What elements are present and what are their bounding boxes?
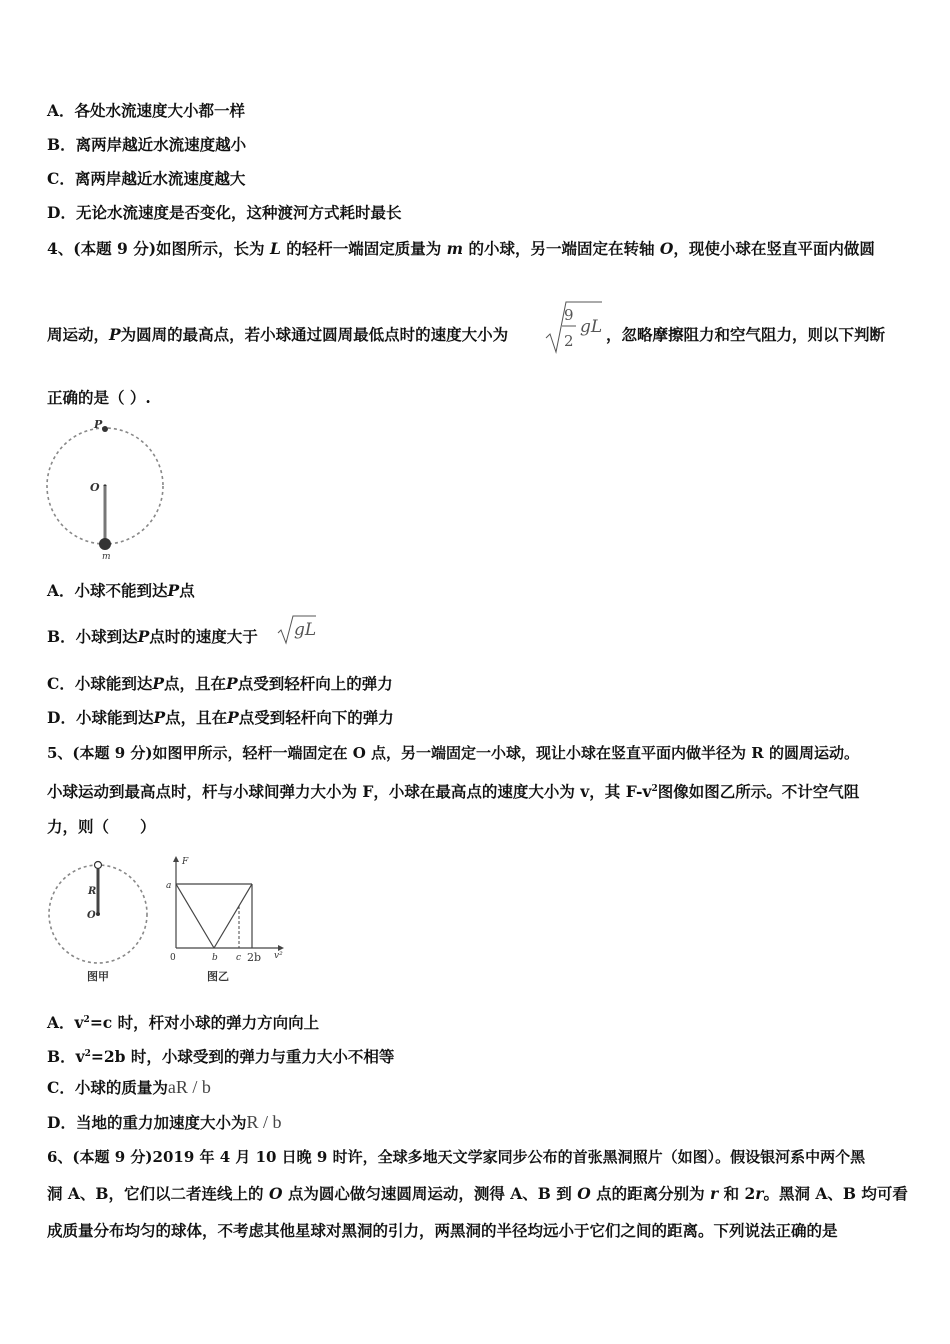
q4-stem-line1: 4、(本题 9 分)如图所示，长为 L 的轻杆一端固定质量为 m 的小球，另一端固定在转轴 O，现使小球在竖直平面内做圆 bbox=[47, 239, 875, 258]
label-v2: v² bbox=[274, 951, 283, 961]
label-o: O bbox=[90, 481, 100, 494]
q3-option-c: C．离两岸越近水流速度越大 bbox=[47, 169, 246, 188]
graph-left-segment bbox=[176, 884, 214, 948]
label-c: c bbox=[236, 953, 242, 963]
q4-circle-figure bbox=[44, 416, 168, 562]
q4-stem-line2: 周运动，P为圆周的最高点，若小球通过圆周最低点时的速度大小为 bbox=[47, 325, 509, 344]
q4-option-b: B．小球到达P点时的速度大于 bbox=[47, 627, 258, 646]
q4-stem-line2-tail: ，忽略摩擦阻力和空气阻力，则以下判断 bbox=[606, 325, 886, 344]
q5-option-c: C．小球的质量为aR / b bbox=[47, 1077, 211, 1097]
label-a: a bbox=[166, 881, 172, 891]
caption-figure-a: 图甲 bbox=[87, 970, 109, 983]
fraction-numerator: 9 bbox=[564, 306, 574, 324]
q4-option-b-formula bbox=[276, 613, 318, 647]
fraction-denominator: 2 bbox=[564, 332, 574, 350]
q6-stem-line2: 洞 A、B，它们以二者连线上的 O 点为圆心做匀速圆周运动，测得 A、B 到 O 点的距离分别为 r 和 2r。黑洞 A、B 均可看 bbox=[47, 1184, 908, 1203]
q4-speed-formula bbox=[544, 298, 606, 356]
q5-stem-line2: 小球运动到最高点时，杆与小球间弹力大小为 F，小球在最高点的速度大小为 v，其 $F-v^2$图像如图乙所示。不计空气阻 bbox=[47, 782, 860, 802]
q4-stem-line3: 正确的是（ ）. bbox=[47, 388, 151, 407]
label-2b: 2b bbox=[247, 951, 262, 964]
label-m: m bbox=[102, 552, 111, 562]
q4-option-d: D．小球能到达P点，且在P点受到轻杆向下的弹力 bbox=[47, 708, 394, 727]
q3-option-b: B．离两岸越近水流速度越小 bbox=[47, 135, 247, 154]
label-r: R bbox=[88, 886, 97, 897]
q5-stem-line3: 力，则（ ） bbox=[47, 817, 156, 836]
ball bbox=[95, 862, 102, 869]
q6-stem-line3: 成质量分布均匀的球体，不考虑其他星球对黑洞的引力，两黑洞的半径均远小于它们之间的距离。下列说法正确的是 bbox=[47, 1221, 838, 1240]
label-b: b bbox=[212, 953, 218, 963]
q4-option-a: A．小球不能到达P点 bbox=[47, 581, 195, 600]
q6-stem-line1: 6、(本题 9 分)2019 年 4 月 10 日晚 9 时许，全球多地天文学家同步公布的首张黑洞照片（如图）。假设银河系中两个黑 bbox=[47, 1148, 866, 1166]
label-zero: 0 bbox=[170, 953, 176, 963]
label-f: F bbox=[182, 857, 189, 867]
q4-option-c: C．小球能到达P点，且在P点受到轻杆向上的弹力 bbox=[47, 674, 393, 693]
q5-option-b: B．$v^2=2b$ 时，小球受到的弹力与重力大小不相等 bbox=[47, 1047, 395, 1067]
q5-option-a: A．$v^2=c$ 时，杆对小球的弹力方向向上 bbox=[47, 1013, 320, 1033]
label-p: P bbox=[94, 418, 103, 431]
caption-figure-b: 图乙 bbox=[207, 970, 229, 983]
pivot-o bbox=[96, 912, 100, 916]
graph-right-segment bbox=[214, 884, 252, 948]
svg-text:gL: gL bbox=[294, 620, 317, 640]
q3-option-d: D．无论水流速度是否变化，这种渡河方式耗时最长 bbox=[47, 203, 402, 222]
q5-figures bbox=[44, 852, 294, 988]
label-o: O bbox=[87, 910, 96, 921]
q3-option-a: A．各处水流速度大小都一样 bbox=[47, 101, 246, 120]
q5-stem-line1: 5、(本题 9 分)如图甲所示，轻杆一端固定在 O 点，另一端固定一小球，现让小球在竖直平面内做半径为 R 的圆周运动。 bbox=[47, 744, 859, 762]
q5-option-d: D．当地的重力加速度大小为R / b bbox=[47, 1112, 282, 1132]
ball bbox=[99, 538, 111, 550]
point-p bbox=[102, 426, 108, 432]
formula-gl: gL bbox=[580, 317, 603, 337]
